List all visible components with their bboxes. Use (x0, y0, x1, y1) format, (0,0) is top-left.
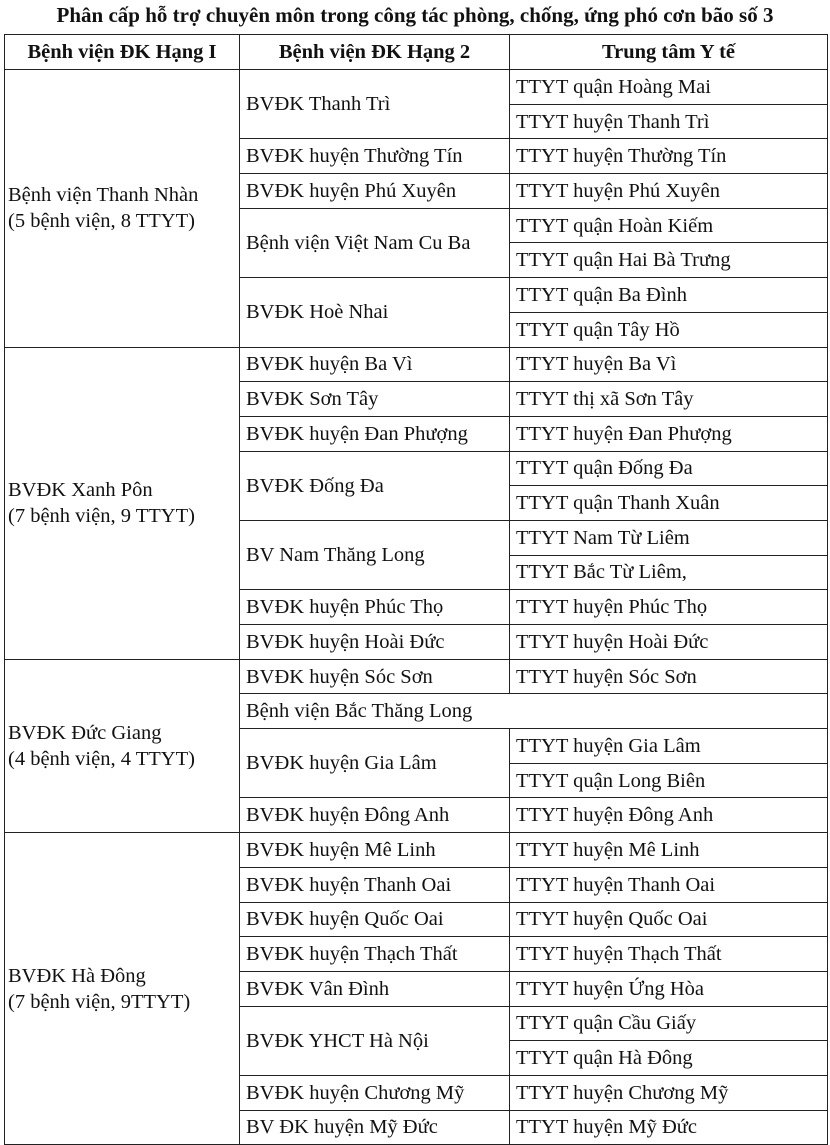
health-center-cell: TTYT huyện Thanh Trì (510, 104, 828, 139)
tier2-hospital-cell: BVĐK huyện Phú Xuyên (240, 174, 510, 209)
health-center-cell: TTYT huyện Hoài Đức (510, 625, 828, 660)
health-center-cell: TTYT huyện Thạch Thất (510, 937, 828, 972)
tier1-hospital-name: BVĐK Đức Giang (8, 721, 162, 744)
tier1-hospital-summary: (4 bệnh viện, 4 TTYT) (8, 747, 195, 770)
tier2-hospital-cell: BVĐK Vân Đình (240, 971, 510, 1006)
tier2-hospital-cell: BVĐK huyện Sóc Sơn (240, 659, 510, 694)
health-center-cell: TTYT quận Đống Đa (510, 451, 828, 486)
health-center-cell: TTYT huyện Ba Vì (510, 347, 828, 382)
tier2-hospital-cell: BVĐK huyện Đan Phượng (240, 416, 510, 451)
health-center-cell: TTYT thị xã Sơn Tây (510, 382, 828, 417)
table-row (5, 833, 828, 868)
column-header-tier2: Bệnh viện ĐK Hạng 2 (240, 35, 510, 70)
health-center-cell: TTYT huyện Gia Lâm (510, 729, 828, 764)
health-center-cell: TTYT huyện Đông Anh (510, 798, 828, 833)
document-title: Phân cấp hỗ trợ chuyên môn trong công tác phòng, chống, ứng phó cơn bão số 3 (56, 3, 774, 27)
health-center-cell: TTYT Bắc Từ Liêm, (510, 555, 828, 590)
tier1-hospital-cell (5, 659, 240, 832)
health-center-cell: TTYT huyện Thường Tín (510, 139, 828, 174)
table-header (5, 35, 828, 70)
tier2-hospital-cell: BVĐK huyện Thường Tín (240, 139, 510, 174)
tier1-hospital-summary: (5 bệnh viện, 8 TTYT) (8, 210, 195, 233)
tier2-hospital-cell: BVĐK Đống Đa (240, 451, 510, 520)
health-center-cell: TTYT huyện Đan Phượng (510, 416, 828, 451)
tier2-hospital-cell: BVĐK huyện Đông Anh (240, 798, 510, 833)
tier2-hospital-cell: BVĐK Sơn Tây (240, 382, 510, 417)
tier1-hospital-name: BVĐK Xanh Pôn (8, 479, 153, 502)
health-center-cell: TTYT quận Hoàng Mai (510, 70, 828, 105)
table-row (5, 659, 828, 694)
tier2-hospital-cell: BVĐK YHCT Hà Nội (240, 1006, 510, 1075)
table-row (5, 70, 828, 105)
health-center-cell: TTYT huyện Phúc Thọ (510, 590, 828, 625)
health-center-cell: TTYT huyện Ứng Hòa (510, 971, 828, 1006)
tier2-hospital-cell: BVĐK huyện Hoài Đức (240, 625, 510, 660)
tier1-hospital-cell (5, 833, 240, 1145)
support-table (4, 34, 828, 1145)
tier1-hospital-name: Bệnh viện Thanh Nhàn (8, 184, 199, 207)
health-center-cell: TTYT quận Hà Đông (510, 1041, 828, 1076)
health-center-cell: TTYT huyện Thanh Oai (510, 867, 828, 902)
health-center-cell: TTYT quận Ba Đình (510, 278, 828, 313)
tier2-hospital-cell: BVĐK Hoè Nhai (240, 278, 510, 347)
tier2-hospital-cell: BVĐK huyện Phúc Thọ (240, 590, 510, 625)
tier1-hospital-cell (5, 70, 240, 348)
health-center-cell: TTYT quận Cầu Giấy (510, 1006, 828, 1041)
health-center-cell: TTYT huyện Phú Xuyên (510, 174, 828, 209)
health-center-cell: TTYT huyện Quốc Oai (510, 902, 828, 937)
tier2-hospital-cell: Bệnh viện Bắc Thăng Long (240, 694, 828, 729)
table-body (5, 70, 828, 1145)
health-center-cell: TTYT quận Thanh Xuân (510, 486, 828, 521)
column-header-tier1: Bệnh viện ĐK Hạng I (5, 35, 240, 70)
tier1-hospital-summary: (7 bệnh viện, 9 TTYT) (8, 505, 195, 528)
health-center-cell: TTYT quận Tây Hồ (510, 312, 828, 347)
health-center-cell: TTYT Nam Từ Liêm (510, 520, 828, 555)
tier2-hospital-cell: BVĐK huyện Mê Linh (240, 833, 510, 868)
tier2-hospital-cell: BV Nam Thăng Long (240, 520, 510, 589)
tier1-hospital-name: BVĐK Hà Đông (8, 964, 146, 987)
header-row (5, 35, 828, 70)
tier1-hospital-summary: (7 bệnh viện, 9TTYT) (8, 990, 191, 1013)
health-center-cell: TTYT huyện Mỹ Đức (510, 1110, 828, 1145)
tier2-hospital-cell: BVĐK huyện Quốc Oai (240, 902, 510, 937)
tier2-hospital-cell: BVĐK huyện Thanh Oai (240, 867, 510, 902)
tier2-hospital-cell: BVĐK huyện Gia Lâm (240, 729, 510, 798)
tier2-hospital-cell: BVĐK huyện Ba Vì (240, 347, 510, 382)
tier2-hospital-cell: BVĐK huyện Chương Mỹ (240, 1075, 510, 1110)
tier2-hospital-cell: BVĐK Thanh Trì (240, 70, 510, 139)
column-header-centers: Trung tâm Y tế (510, 35, 828, 70)
tier1-hospital-cell (5, 347, 240, 659)
table-row (5, 347, 828, 382)
health-center-cell: TTYT huyện Mê Linh (510, 833, 828, 868)
tier2-hospital-cell: Bệnh viện Việt Nam Cu Ba (240, 208, 510, 277)
tier2-hospital-cell: BV ĐK huyện Mỹ Đức (240, 1110, 510, 1145)
health-center-cell: TTYT quận Long Biên (510, 763, 828, 798)
health-center-cell: TTYT quận Hai Bà Trưng (510, 243, 828, 278)
health-center-cell: TTYT huyện Chương Mỹ (510, 1075, 828, 1110)
tier2-hospital-cell: BVĐK huyện Thạch Thất (240, 937, 510, 972)
health-center-cell: TTYT quận Hoàn Kiếm (510, 208, 828, 243)
health-center-cell: TTYT huyện Sóc Sơn (510, 659, 828, 694)
